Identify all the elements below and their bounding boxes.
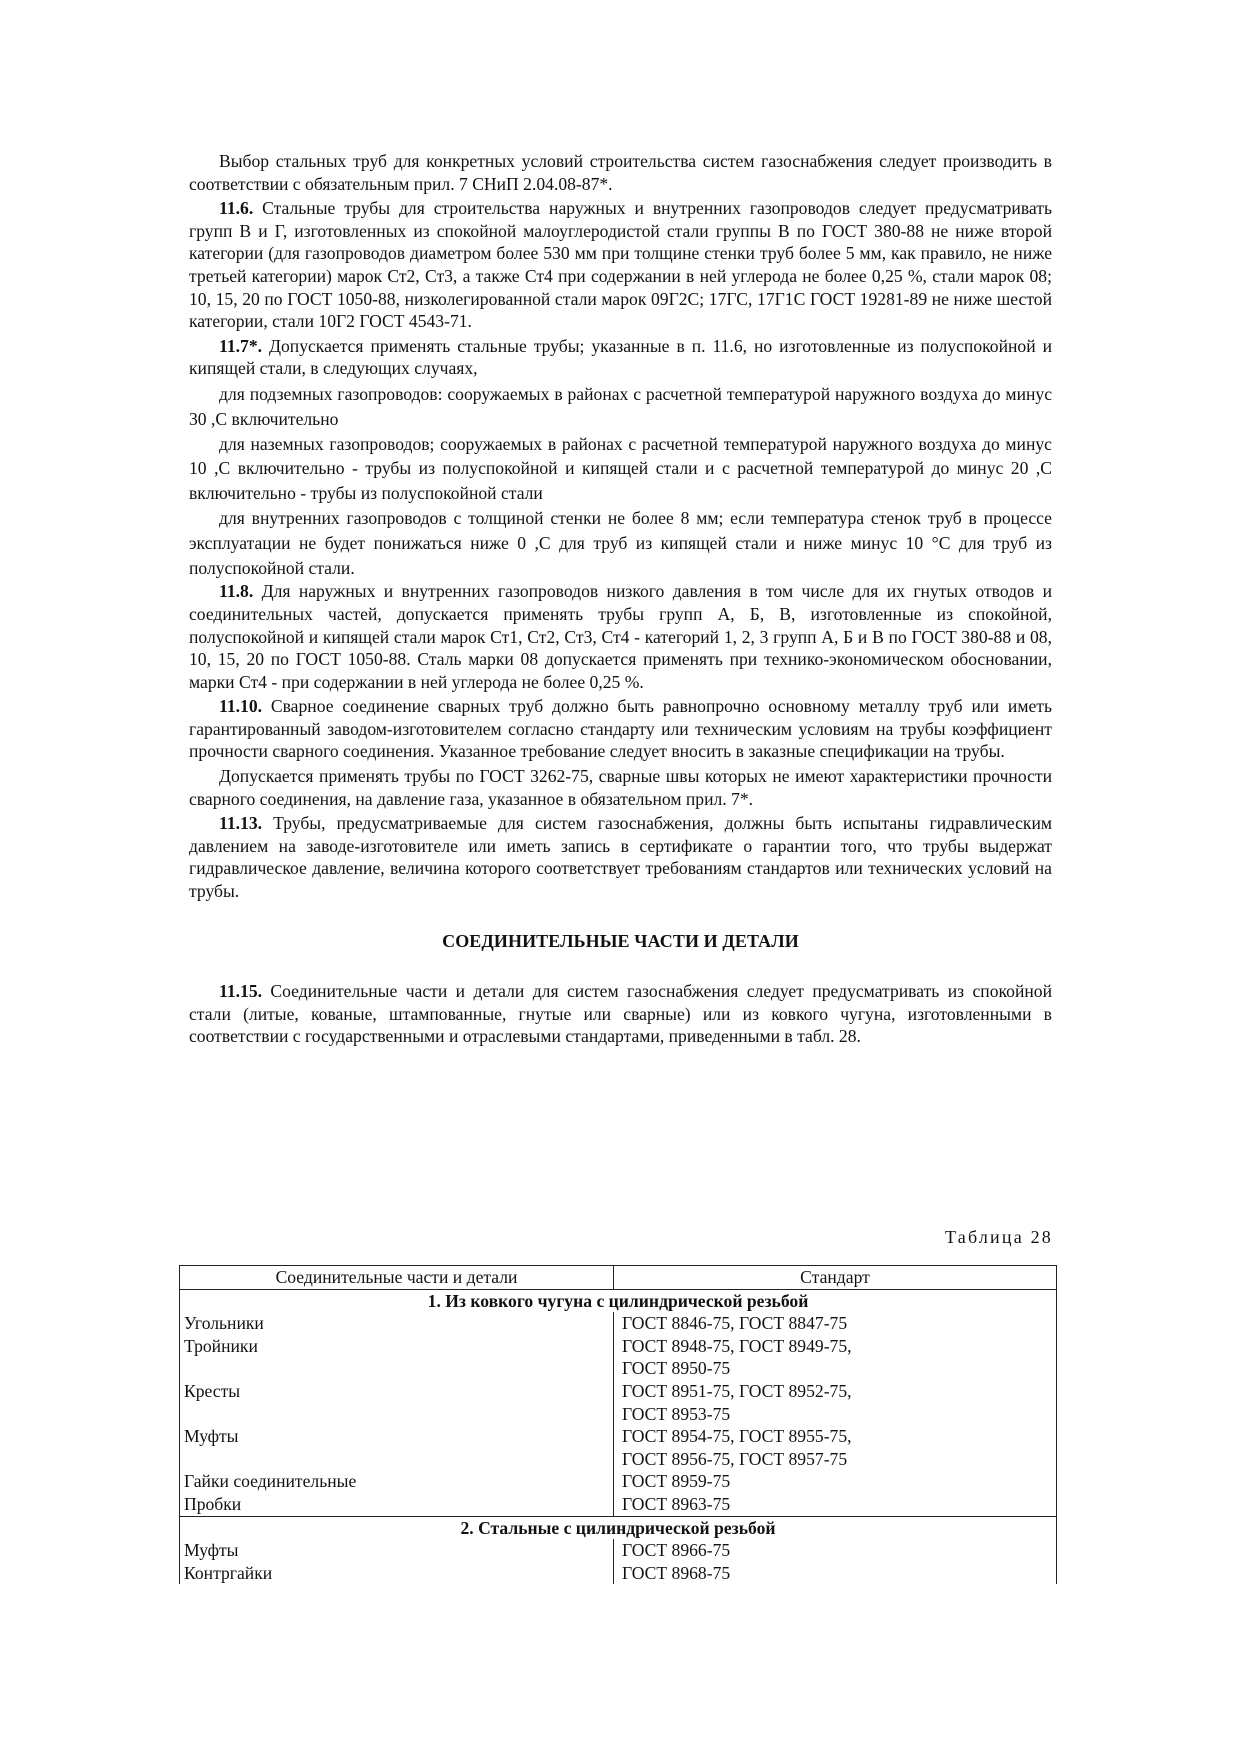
paragraph-text: Допускается применять трубы по ГОСТ 3262-75, сварные швы которых не имеют характеристики прочности сварного соединения, на давление газа, указанное в обязательном прил. 7*. xyxy=(189,766,1052,809)
table-section-row xyxy=(180,1289,1057,1312)
part-name-cell: Муфты xyxy=(184,1540,239,1561)
standards-table xyxy=(179,1265,1057,1584)
paragraph-text: Допускается применять стальные трубы; указанные в п. 11.6, но изготовленные из полуспокойной и кипящей стали, в следующих случаях, xyxy=(189,335,1052,379)
table-row xyxy=(180,1562,1057,1585)
part-name-cell: Гайки соединительные xyxy=(184,1471,357,1492)
standard-cell: ГОСТ 8948-75, ГОСТ 8949-75, ГОСТ 8950-75 xyxy=(614,1335,1057,1380)
paragraph xyxy=(189,150,1052,195)
paragraph xyxy=(189,382,1052,432)
paragraph xyxy=(189,506,1052,580)
part-name-cell: Пробки xyxy=(184,1493,242,1514)
table-row xyxy=(180,1493,1057,1516)
paragraph-text: Для наружных и внутренних газопроводов низкого давления в том числе для их гнутых отводов и соединительных частей, допускается применять трубы групп А, Б, В, изготовленные из спокойной, полуспокойной и кипящей стали марок Ст1, Ст2, Ст3, Ст4 - категорий 1, 2, 3 групп А, Б и В по ГОСТ 380-88 и 08, 10, 15, 20 по ГОСТ 1050-88. Сталь марки 08 допускается применять при технико-экономическом обосновании, марки Ст4 - при содержании в ней углерода не более 0,25 %. xyxy=(189,581,1052,692)
clause-number: 11.6. xyxy=(219,198,254,219)
column-header-standard: Стандарт xyxy=(614,1266,1057,1290)
paragraph xyxy=(189,432,1052,506)
paragraph xyxy=(189,580,1052,693)
table-body xyxy=(180,1289,1057,1584)
standard-cell: ГОСТ 8954-75, ГОСТ 8955-75, ГОСТ 8956-75, ГОСТ 8957-75 xyxy=(614,1425,1057,1470)
column-header-parts: Соединительные части и детали xyxy=(180,1266,614,1290)
paragraph xyxy=(189,695,1052,763)
section-title: 2. Стальные с цилиндрической резьбой xyxy=(180,1516,1057,1539)
clause-number: 11.10. xyxy=(219,696,263,717)
document-body xyxy=(189,150,1052,1050)
paragraphs xyxy=(189,150,1052,903)
table-header-row xyxy=(180,1266,1057,1290)
paragraph xyxy=(189,335,1052,380)
table-caption: Таблица 28 xyxy=(945,1227,1053,1247)
standard-cell: ГОСТ 8846-75, ГОСТ 8847-75 xyxy=(614,1312,1057,1335)
part-name-cell: Тройники xyxy=(184,1335,258,1356)
standard-cell: ГОСТ 8951-75, ГОСТ 8952-75, ГОСТ 8953-75 xyxy=(614,1380,1057,1425)
table-row xyxy=(180,1380,1057,1425)
paragraph-11-15 xyxy=(189,980,1052,1048)
section-title: 1. Из ковкого чугуна с цилиндрической резьбой xyxy=(180,1289,1057,1312)
standard-cell: ГОСТ 8959-75 xyxy=(614,1470,1057,1493)
paragraph-text: Трубы, предусматриваемые для систем газоснабжения, должны быть испытаны гидравлическим давлением на заводе-изготовителе или иметь запись в сертификате о гарантии того, что трубы выдержат гидравлическое давление, величина которого соответствует требованиям стандартов или технических условий на трубы. xyxy=(189,813,1052,902)
clause-number: 11.15. xyxy=(219,981,263,1002)
part-name-cell: Муфты xyxy=(184,1426,239,1447)
paragraph xyxy=(189,812,1052,902)
paragraph-text: Выбор стальных труб для конкретных условий строительства систем газоснабжения следует производить в соответствии с обязательным прил. 7 СНиП 2.04.08-87*. xyxy=(189,151,1052,194)
paragraph xyxy=(189,765,1052,810)
clause-number: 11.13. xyxy=(219,813,263,834)
part-name-cell: Кресты xyxy=(184,1380,241,1401)
part-name-cell: Угольники xyxy=(184,1313,264,1334)
paragraph-text: Соединительные части и детали для систем газоснабжения следует предусматривать из спокойной стали (литые, кованые, штампованные, гнутые или сварные) или из ковкого чугуна, изготовленными в соответствии с государственными и отраслевыми стандартами, приведенными в табл. 28. xyxy=(189,981,1052,1047)
table-row xyxy=(180,1335,1057,1380)
clause-number: 11.8. xyxy=(219,581,254,602)
paragraph xyxy=(189,197,1052,333)
standard-cell: ГОСТ 8966-75 xyxy=(614,1539,1057,1562)
table-section-row xyxy=(180,1516,1057,1539)
table-row xyxy=(180,1312,1057,1335)
clause-number: 11.7*. xyxy=(219,335,263,356)
table-row xyxy=(180,1470,1057,1493)
standard-cell: ГОСТ 8963-75 xyxy=(614,1493,1057,1516)
paragraph-text: Стальные трубы для строительства наружных и внутренних газопроводов следует предусматривать групп В и Г, изготовленных из спокойной малоуглеродистой стали группы В по ГОСТ 380-88 не ниже второй категории (для газопроводов диаметром более 530 мм при толщине стенки труб более 5 мм, как правило, не ниже третьей категории) марок Ст2, Ст3, а также Ст4 при содержании в ней углерода не более 0,25 %, стали марок 08; 10, 15, 20 по ГОСТ 1050-88, низколегированной стали марок 09Г2С; 17ГС, 17Г1С ГОСТ 19281-89 не ниже шестой категории, стали 10Г2 ГОСТ 4543-71. xyxy=(189,198,1052,332)
section-heading: СОЕДИНИТЕЛЬНЫЕ ЧАСТИ И ДЕТАЛИ xyxy=(442,930,799,951)
part-name-cell: Контргайки xyxy=(184,1562,273,1583)
paragraph-text: для подземных газопроводов: сооружаемых в районах с расчетной температурой наружного воздуха до минус 30 ,С включительно xyxy=(189,383,1052,429)
standard-cell: ГОСТ 8968-75 xyxy=(614,1562,1057,1585)
paragraph-text: для внутренних газопроводов с толщиной стенки не более 8 мм; если температура стенок труб в процессе эксплуатации не будет понижаться ниже 0 ,С для труб из кипящей стали и ниже минус 10 °С для труб из полуспокойной стали. xyxy=(189,507,1052,578)
paragraph-text: для наземных газопроводов; сооружаемых в районах с расчетной температурой наружного воздуха до минус 10 ,С включительно - трубы из полуспокойной и кипящей стали и с расчетной температурой до минус 20 ,С включительно - трубы из полуспокойной стали xyxy=(189,433,1052,504)
paragraph-text: Сварное соединение сварных труб должно быть равнопрочно основному металлу труб или иметь гарантированный заводом-изготовителем согласно стандарту или техническим условиям на трубы коэффициент прочности сварного соединения. Указанное требование следует вносить в заказные спецификации на трубы. xyxy=(189,696,1052,762)
table-row xyxy=(180,1425,1057,1470)
table-row xyxy=(180,1539,1057,1562)
